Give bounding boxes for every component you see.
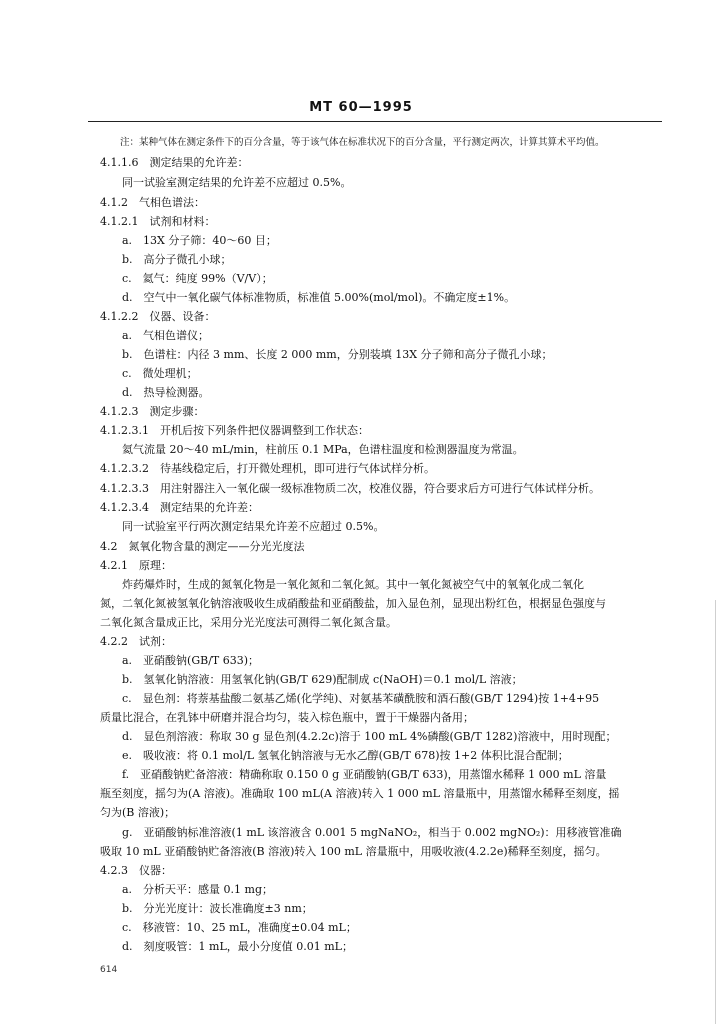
section-heading: 4.1.2.3.2 待基线稳定后，打开微处理机，即可进行气体试样分析。 xyxy=(100,462,435,475)
list-item: c. 显色剂：将萘基盐酸二氨基乙烯(化学纯)、对氨基苯磺酰胺和酒石酸(GB/T 1294)按 1+4+95 xyxy=(122,692,600,705)
section-heading: 4.1.2.3.4 测定结果的允许差： xyxy=(100,501,259,514)
page-header-title: MT 60—1995 xyxy=(309,100,413,115)
section-heading: 4.2.1 原理： xyxy=(100,559,172,572)
body-line: 二氧化氮含量成正比，采用分光光度法可测得二氧化氮含量。 xyxy=(100,616,397,629)
page-number: 614 xyxy=(100,965,118,975)
body-line: 氦气流量 20～40 mL/min，柱前压 0.1 MPa，色谱柱温度和检测器温度为常温。 xyxy=(122,443,524,456)
list-item: a. 分析天平：感量 0.1 mg； xyxy=(122,883,274,896)
list-item: a. 气相色谱仪； xyxy=(122,329,210,342)
list-item: b. 色谱柱：内径 3 mm、长度 2 000 mm，分别装填 13X 分子筛和高分子微孔小球； xyxy=(122,348,553,361)
section-heading: 4.1.2.3.1 开机后按下列条件把仪器调整到工作状态： xyxy=(100,424,369,437)
section-heading: 4.1.2.1 试剂和材料： xyxy=(100,215,216,228)
body-line: 质量比混合，在乳钵中研磨并混合均匀，装入棕色瓶中，置于干燥器内备用； xyxy=(100,711,474,724)
body-line: 同一试验室测定结果的允许差不应超过 0.5%。 xyxy=(122,176,352,189)
list-item: b. 分光光度计：波长准确度±3 nm； xyxy=(122,902,313,915)
list-item: d. 显色剂溶液：称取 30 g 显色剂(4.2.2c)溶于 100 mL 4%磷酸(GB/T 1282)溶液中，用时现配； xyxy=(122,730,617,743)
section-heading: 4.1.2 气相色谱法： xyxy=(100,196,205,209)
list-item: e. 吸收液：将 0.1 mol/L 氢氧化钠溶液与无水乙醇(GB/T 678)按 1+2 体积比混合配制； xyxy=(122,749,569,762)
body-line: 匀为(B 溶液)； xyxy=(100,806,176,819)
scan-edge-divider xyxy=(715,600,716,1024)
body-line: 氮，二氧化氮被氢氧化钠溶液吸收生成硝酸盐和亚硝酸盐，加入显色剂，显现出粉红色，根据显色强度与 xyxy=(100,597,606,610)
list-item: g. 亚硝酸钠标准溶液(1 mL 该溶液含 0.001 5 mgNaNO₂，相当于 0.002 mgNO₂)：用移液管准确 xyxy=(122,826,622,839)
list-item: b. 氢氧化钠溶液：用氢氧化钠(GB/T 629)配制成 c(NaOH)＝0.1 mol/L 溶液； xyxy=(122,673,523,686)
body-line: 炸药爆炸时，生成的氮氧化物是一氧化氮和二氧化氮。其中一氧化氮被空气中的氧氧化成二氧化 xyxy=(122,578,584,591)
list-item: c. 氦气：纯度 99%（V/V）； xyxy=(122,272,273,285)
section-heading: 4.1.2.3 测定步骤： xyxy=(100,405,205,418)
list-item: c. 微处理机； xyxy=(122,367,198,380)
section-heading: 4.1.1.6 测定结果的允许差： xyxy=(100,156,249,169)
list-item: d. 热导检测器。 xyxy=(122,386,210,399)
list-item: d. 刻度吸管：1 mL，最小分度值 0.01 mL； xyxy=(122,940,353,953)
list-item: a. 13X 分子筛：40～60 目； xyxy=(122,234,277,247)
body-line: 瓶至刻度，摇匀为(A 溶液)。准确取 100 mL(A 溶液)转入 1 000 mL 溶量瓶中，用蒸馏水稀释至刻度，摇 xyxy=(100,787,620,800)
section-heading: 4.1.2.2 仪器、设备： xyxy=(100,310,216,323)
list-item: c. 移液管：10、25 mL，准确度±0.04 mL； xyxy=(122,921,357,934)
list-item: a. 亚硝酸钠(GB/T 633)； xyxy=(122,654,260,667)
section-heading: 4.1.2.3.3 用注射器注入一氧化碳一级标准物质二次，校准仪器，符合要求后方可进行气体试样分析。 xyxy=(100,482,600,495)
list-item: f. 亚硝酸钠贮备溶液：精确称取 0.150 0 g 亚硝酸钠(GB/T 633)，用蒸馏水稀释 1 000 mL 溶量 xyxy=(122,768,607,781)
note-line: 注：某种气体在测定条件下的百分含量，等于该气体在标准状况下的百分含量，平行测定两次，计算其算术平均值。 xyxy=(120,137,605,148)
section-heading: 4.2.3 仪器： xyxy=(100,864,172,877)
body-line: 同一试验室平行两次测定结果允许差不应超过 0.5%。 xyxy=(122,520,385,533)
section-heading: 4.2 氮氧化物含量的测定——分光光度法 xyxy=(100,540,305,553)
list-item: d. 空气中一氧化碳气体标准物质，标准值 5.00%(mol/mol)。不确定度±1%。 xyxy=(122,291,516,304)
header-rule xyxy=(88,121,662,122)
body-line: 吸取 10 mL 亚硝酸钠贮备溶液(B 溶液)转入 100 mL 溶量瓶中，用吸收液(4.2.2e)稀释至刻度，摇匀。 xyxy=(100,845,607,858)
section-heading: 4.2.2 试剂： xyxy=(100,635,172,648)
list-item: b. 高分子微孔小球； xyxy=(122,253,232,266)
